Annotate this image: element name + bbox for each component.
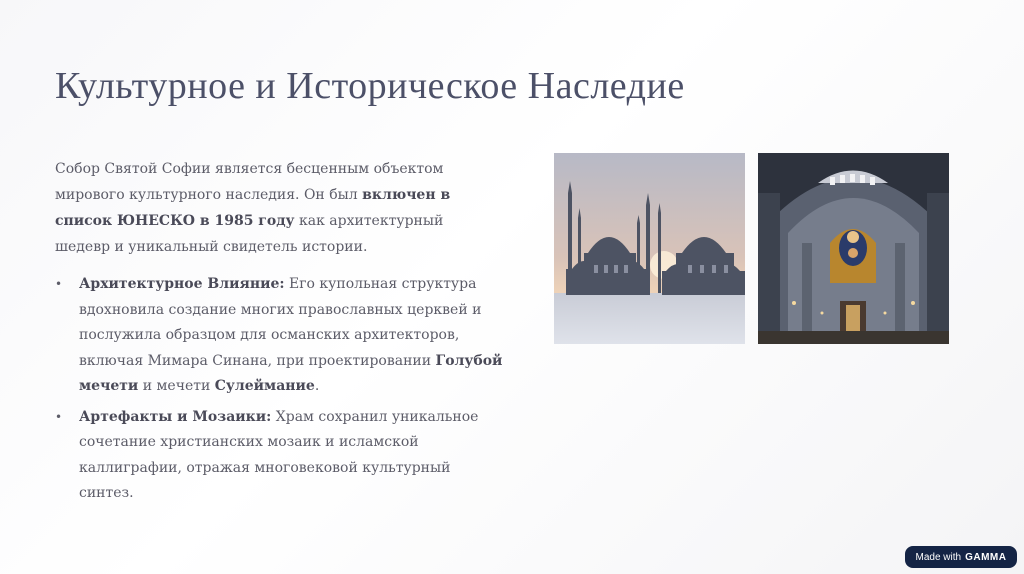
- mosque-exterior-image: [554, 153, 745, 344]
- bullet-text: .: [314, 378, 320, 394]
- intro-text-2: как архитектурный шедевр и уникальный свидетель истории.: [55, 213, 444, 255]
- bullet-heading: Артефакты и Мозаики:: [79, 408, 272, 425]
- bullet-list: [55, 272, 505, 512]
- bullet-marker: •: [55, 277, 63, 291]
- cathedral-interior-image: [758, 153, 949, 344]
- gamma-logo-text: GAMMA: [965, 551, 1007, 563]
- bullet-text: и мечети: [138, 378, 215, 394]
- bullet-heading: Архитектурное Влияние:: [79, 276, 285, 292]
- bullet-marker: •: [55, 409, 63, 424]
- bullet-bold-suleymaniye: Сулеймание: [214, 378, 315, 394]
- slide-title: Культурное и Историческое Наследие: [55, 65, 685, 107]
- bullet-item-architecture: [55, 272, 505, 400]
- bullet-item-artifacts: [55, 405, 505, 507]
- badge-label: Made with: [915, 551, 962, 563]
- bullet-text: Его купольная структура вдохновила создание многих православных церквей и послужила образцом для османских архитекторов, включая Мимара Синана, при проектировании: [79, 276, 482, 369]
- intro-bold: включен в список ЮНЕСКО в 1985 году: [55, 187, 451, 229]
- bullet-bold-blue-mosque: Голубой мечети: [79, 352, 503, 394]
- intro-paragraph: [55, 156, 495, 260]
- intro-text-1: Собор Святой Софии является бесценным объектом мирового культурного наследия. Он был: [55, 161, 444, 203]
- made-with-gamma-badge[interactable]: [905, 546, 1017, 568]
- bullet-text: Храм сохранил уникальное сочетание христианских мозаик и исламской каллиграфии, отражая многовековой культурный синтез.: [79, 408, 479, 501]
